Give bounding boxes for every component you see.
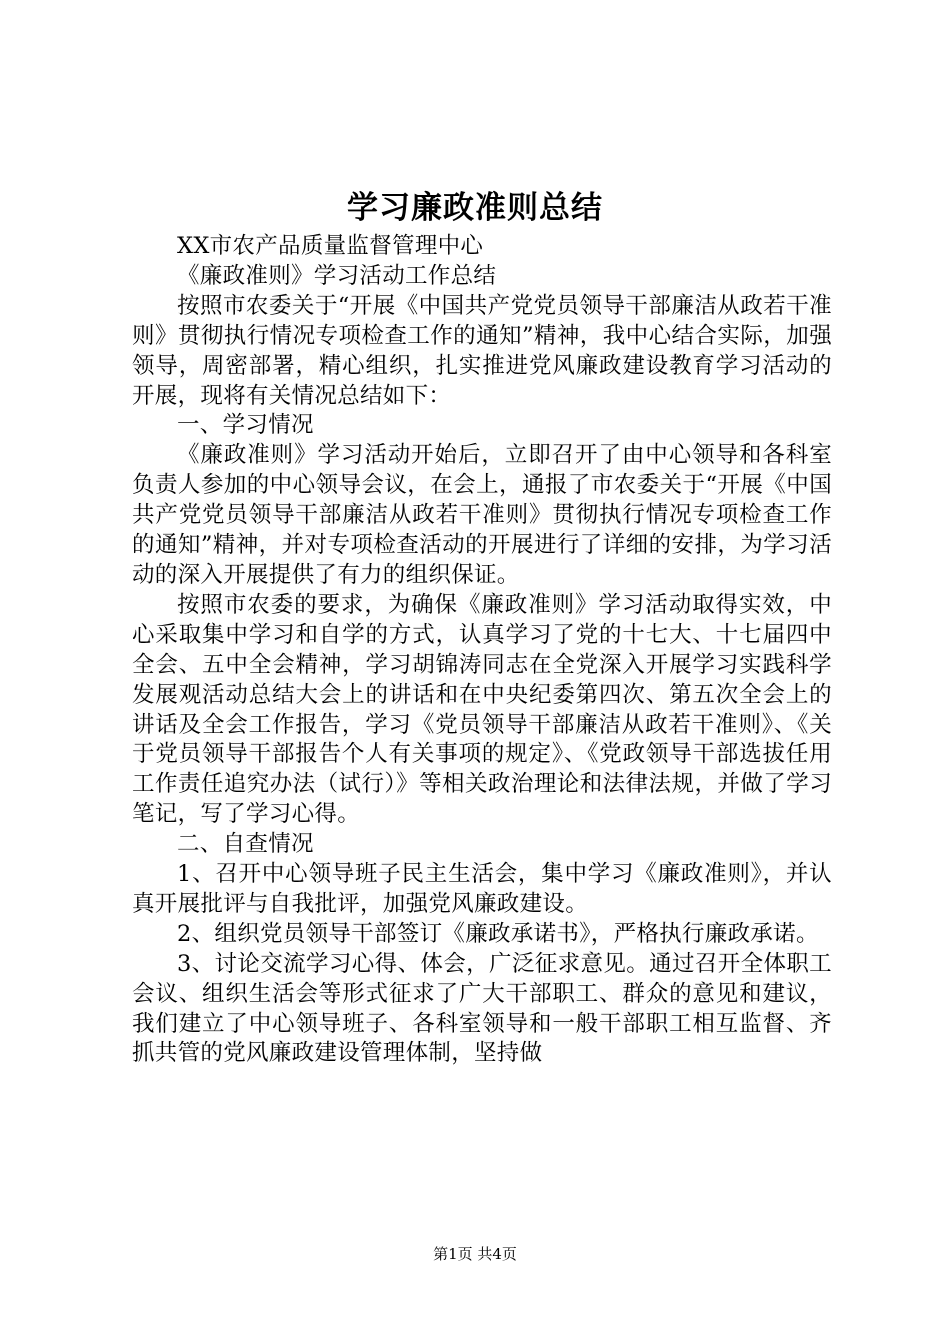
paragraph-organization: XX市农产品质量监督管理中心 — [177, 233, 484, 259]
document-title: 学习廉政准则总结 — [347, 190, 603, 226]
page-footer: 第1页 共4页 — [433, 1245, 517, 1263]
paragraph-item-2: 2、组织党员领导干部签订《廉政承诺书》，严格执行廉政承诺。 — [177, 920, 819, 947]
paragraph-item-3: 3、讨论交流学习心得、体会，广泛征求意见。通过召开全体职工会议、组织生活会等形式征求了广大干部职工、群众的意见和建议，我们建立了中心领导班子、各科室领导和一般干部职工相互监督、齐抓共管的党风廉政建设管理体制，坚持做 — [132, 950, 832, 1067]
paragraph-item-1: 1、召开中心领导班子民主生活会，集中学习《廉政准则》，并认真开展批评与自我批评，加强党风廉政建设。 — [132, 861, 832, 917]
section-heading-self-check: 二、自查情况 — [177, 831, 314, 858]
paragraph-study-content: 按照市农委的要求，为确保《廉政准则》学习活动取得实效，中心采取集中学习和自学的方式，认真学习了党的十七大、十七届四中全会、五中全会精神，学习胡锦涛同志在全党深入开展学习实践科学发展观活动总结大会上的讲话和在中央纪委第四次、第五次全会上的讲话及全会工作报告，学习《党员领导干部廉洁从政若干准则》、《关于党员领导干部报告个人有关事项的规定》、《党政领导干部选拔任用工作责任追究办法（试行）》等相关政治理论和法律法规，并做了学习笔记，写了学习心得。 — [132, 591, 832, 828]
paragraph-subtitle: 《廉政准则》学习活动工作总结 — [177, 262, 497, 289]
document-body — [132, 232, 832, 1069]
paragraph-study-meeting: 《廉政准则》学习活动开始后，立即召开了由中心领导和各科室负责人参加的中心领导会议，在会上，通报了市农委关于“开展《中国共产党党员领导干部廉洁从政若干准则》贯彻执行情况专项检查工作的通知”精神，并对专项检查活动的开展进行了详细的安排，为学习活动的深入开展提供了有力的组织保证。 — [132, 442, 832, 588]
paragraph-intro: 按照市农委关于“开展《中国共产党党员领导干部廉洁从政若干准则》贯彻执行情况专项检查工作的通知”精神，我中心结合实际，加强领导，周密部署，精心组织，扎实推进党风廉政建设教育学习活动的开展，现将有关情况总结如下： — [132, 292, 832, 409]
section-heading-study: 一、学习情况 — [177, 412, 314, 439]
